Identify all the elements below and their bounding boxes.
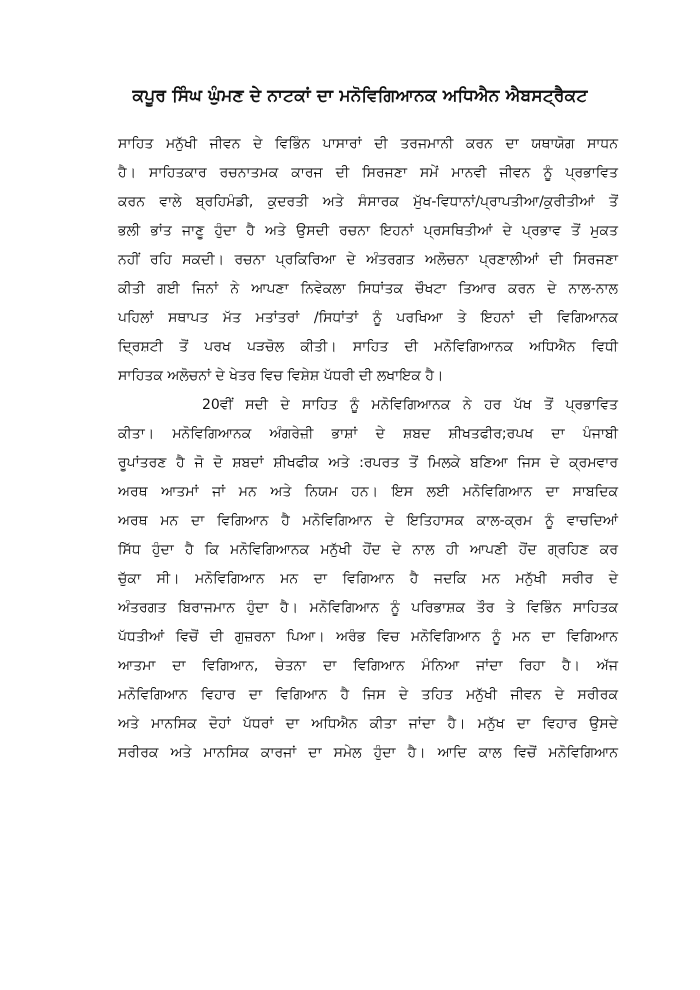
- paragraph-1: [118, 130, 618, 391]
- text-line: ਸਰੀਰਕ ਅਤੇ ਮਾਨਸਿਕ ਕਾਰਜਾਂ ਦਾ ਸਮੇਲ ਹੁੰਦਾ ਹੈ। ਆਦਿ ਕਾਲ ਵਿਚੋਂ ਮਨੋਵਿਗਿਆਨ: [118, 745, 618, 761]
- text-line: ਕਰਨ ਵਾਲੇ ਬ੍ਰਹਿਮੰਡੀ, ਕੁਦਰਤੀ ਅਤੇ ਸੰਸਾਰਕ ਮੁੱਖ-ਵਿਧਾਨਾਂ/ਪ੍ਰਾਪਤੀਆ/ਕੁਰੀਤੀਆਂ ਤੋਂ: [118, 194, 618, 210]
- text-line: ਅਤੇ ਮਾਨਸਿਕ ਦੋਹਾਂ ਪੱਧਰਾਂ ਦਾ ਅਧਿਐਨ ਕੀਤਾ ਜਾਂਦਾ ਹੈ। ਮਨੁੱਖ ਦਾ ਵਿਹਾਰ ਉਸਦੇ: [118, 716, 618, 732]
- text-line: ਕੀਤੀ ਗਈ ਜਿਨਾਂ ਨੇ ਆਪਣਾ ਨਿਵੇਕਲਾ ਸਿਧਾਂਤਕ ਚੌਖਟਾ ਤਿਆਰ ਕਰਨ ਦੇ ਨਾਲ-ਨਾਲ: [118, 281, 618, 297]
- document-title: ਕਪੂਰ ਸਿੰਘ ਘੁੰਮਣ ਦੇ ਨਾਟਕਾਂ ਦਾ ਮਨੋਵਿਗਿਆਨਕ ਅਧਿਐਨ ਐਬਸਟ੍ਰੈਕਟ: [132, 86, 588, 106]
- text-line: ਹੈ। ਸਾਹਿਤਕਾਰ ਰਚਨਾਤਮਕ ਕਾਰਜ ਦੀ ਸਿਰਜਣਾ ਸਮੇਂ ਮਾਨਵੀ ਜੀਵਨ ਨੂੰ ਪ੍ਰਭਾਵਿਤ: [118, 165, 618, 181]
- text-line: 20ਵੀਂ ਸਦੀ ਦੇ ਸਾਹਿਤ ਨੂੰ ਮਨੋਵਿਗਿਆਨਕ ਨੇ ਹਰ ਪੱਖ ਤੋਂ ਪ੍ਰਭਾਵਿਤ: [202, 397, 618, 413]
- text-line: ਦ੍ਰਿਸ਼ਟੀ ਤੋਂ ਪਰਖ ਪੜਚੋਲ ਕੀਤੀ। ਸਾਹਿਤ ਦੀ ਮਨੋਵਿਗਿਆਨਕ ਅਧਿਐਨ ਵਿਧੀ: [118, 339, 618, 355]
- text-line: ਭਲੀ ਭਾਂਤ ਜਾਣੂ ਹੁੰਦਾ ਹੈ ਅਤੇ ਉਸਦੀ ਰਚਨਾ ਇਹਨਾਂ ਪ੍ਰਸਥਿਤੀਆਂ ਦੇ ਪ੍ਰਭਾਵ ਤੋਂ ਮੁਕਤ: [118, 223, 618, 239]
- text-line: ਅੰਤਰਗਤ ਬਿਰਾਜਮਾਨ ਹੁੰਦਾ ਹੈ। ਮਨੋਵਿਗਿਆਨ ਨੂੰ ਪਰਿਭਾਸ਼ਕ ਤੌਰ ਤੇ ਵਿਭਿੰਨ ਸਾਹਿਤਕ: [118, 600, 618, 616]
- text-line: ਕੀਤਾ। ਮਨੋਵਿਗਿਆਨਕ ਅੰਗਰੇਜ਼ੀ ਭਾਸ਼ਾਂ ਦੇ ਸ਼ਬਦ ਸ਼ੀਖਤਫੀਰ;ਰਪਖ ਦਾ ਪੰਜਾਬੀ: [118, 426, 618, 442]
- text-line: ਰੂਪਾਂਤਰਣ ਹੈ ਜੋ ਦੋ ਸ਼ਬਦਾਂ ਸ਼ੀਖਫੀਕ ਅਤੇ :ਰਪਰਤ ਤੋਂ ਮਿਲਕੇ ਬਣਿਆ ਜਿਸ ਦੇ ਕ੍ਰਮਵਾਰ: [118, 455, 618, 471]
- text-line: ਸਾਹਿਤ ਮਨੁੱਖੀ ਜੀਵਨ ਦੇ ਵਿਭਿੰਨ ਪਾਸਾਰਾਂ ਦੀ ਤਰਜਮਾਨੀ ਕਰਨ ਦਾ ਯਥਾਯੋਗ ਸਾਧਨ: [118, 136, 618, 152]
- text-line: ਅਰਥ ਆਤਮਾਂ ਜਾਂ ਮਨ ਅਤੇ ਨਿਯਮ ਹਨ। ਇਸ ਲਈ ਮਨੋਵਿਗਿਆਨ ਦਾ ਸਾਬਦਿਕ: [118, 484, 618, 500]
- text-line: ਚੁੱਕਾ ਸੀ। ਮਨੋਵਿਗਿਆਨ ਮਨ ਦਾ ਵਿਗਿਆਨ ਹੈ ਜਦਕਿ ਮਨ ਮਨੁੱਖੀ ਸਰੀਰ ਦੇ: [118, 571, 618, 587]
- text-line: ਨਹੀਂ ਰਹਿ ਸਕਦੀ। ਰਚਨਾ ਪ੍ਰਕਿਰਿਆ ਦੇ ਅੰਤਰਗਤ ਅਲੋਚਨਾ ਪ੍ਰਣਾਲੀਆਂ ਦੀ ਸਿਰਜਣਾ: [118, 252, 618, 268]
- text-line: ਪੱਧਤੀਆਂ ਵਿਚੋਂ ਦੀ ਗੁਜ਼ਰਨਾ ਪਿਆ। ਅਰੰਭ ਵਿਚ ਮਨੋਵਿਗਿਆਨ ਨੂੰ ਮਨ ਦਾ ਵਿਗਿਆਨ: [118, 629, 618, 645]
- document-body: [118, 130, 618, 768]
- text-line: ਅਰਥ ਮਨ ਦਾ ਵਿਗਿਆਨ ਹੈ ਮਨੋਵਿਗਿਆਨ ਦੇ ਇਤਿਹਾਸਕ ਕਾਲ-ਕ੍ਰਮ ਨੂੰ ਵਾਚਦਿਆਂ: [118, 513, 618, 529]
- text-line: ਪਹਿਲਾਂ ਸਥਾਪਤ ਮੱਤ ਮਤਾਂਤਰਾਂ /ਸਿਧਾਂਤਾਂ ਨੂੰ ਪਰਖਿਆ ਤੇ ਇਹਨਾਂ ਦੀ ਵਿਗਿਆਨਕ: [118, 310, 618, 326]
- text-line: ਸਿੱਧ ਹੁੰਦਾ ਹੈ ਕਿ ਮਨੋਵਿਗਿਆਨਕ ਮਨੁੱਖੀ ਹੋਂਦ ਦੇ ਨਾਲ ਹੀ ਆਪਣੀ ਹੋਂਦ ਗ੍ਰਹਿਣ ਕਰ: [118, 542, 618, 558]
- text-line: ਸਾਹਿਤਕ ਅਲੋਚਨਾਂ ਦੇ ਖੇਤਰ ਵਿਚ ਵਿਸ਼ੇਸ਼ ਪੱਧਰੀ ਦੀ ਲਖਾਇਕ ਹੈ।: [118, 368, 444, 384]
- text-line: ਆਤਮਾ ਦਾ ਵਿਗਿਆਨ, ਚੇਤਨਾ ਦਾ ਵਿਗਿਆਨ ਮੰਨਿਆ ਜਾਂਦਾ ਰਿਹਾ ਹੈ। ਅੱਜ: [118, 658, 618, 674]
- text-line: ਮਨੋਵਿਗਿਆਨ ਵਿਹਾਰ ਦਾ ਵਿਗਿਆਨ ਹੈ ਜਿਸ ਦੇ ਤਹਿਤ ਮਨੁੱਖੀ ਜੀਵਨ ਦੇ ਸਰੀਰਕ: [118, 687, 618, 703]
- paragraph-2: [118, 391, 618, 768]
